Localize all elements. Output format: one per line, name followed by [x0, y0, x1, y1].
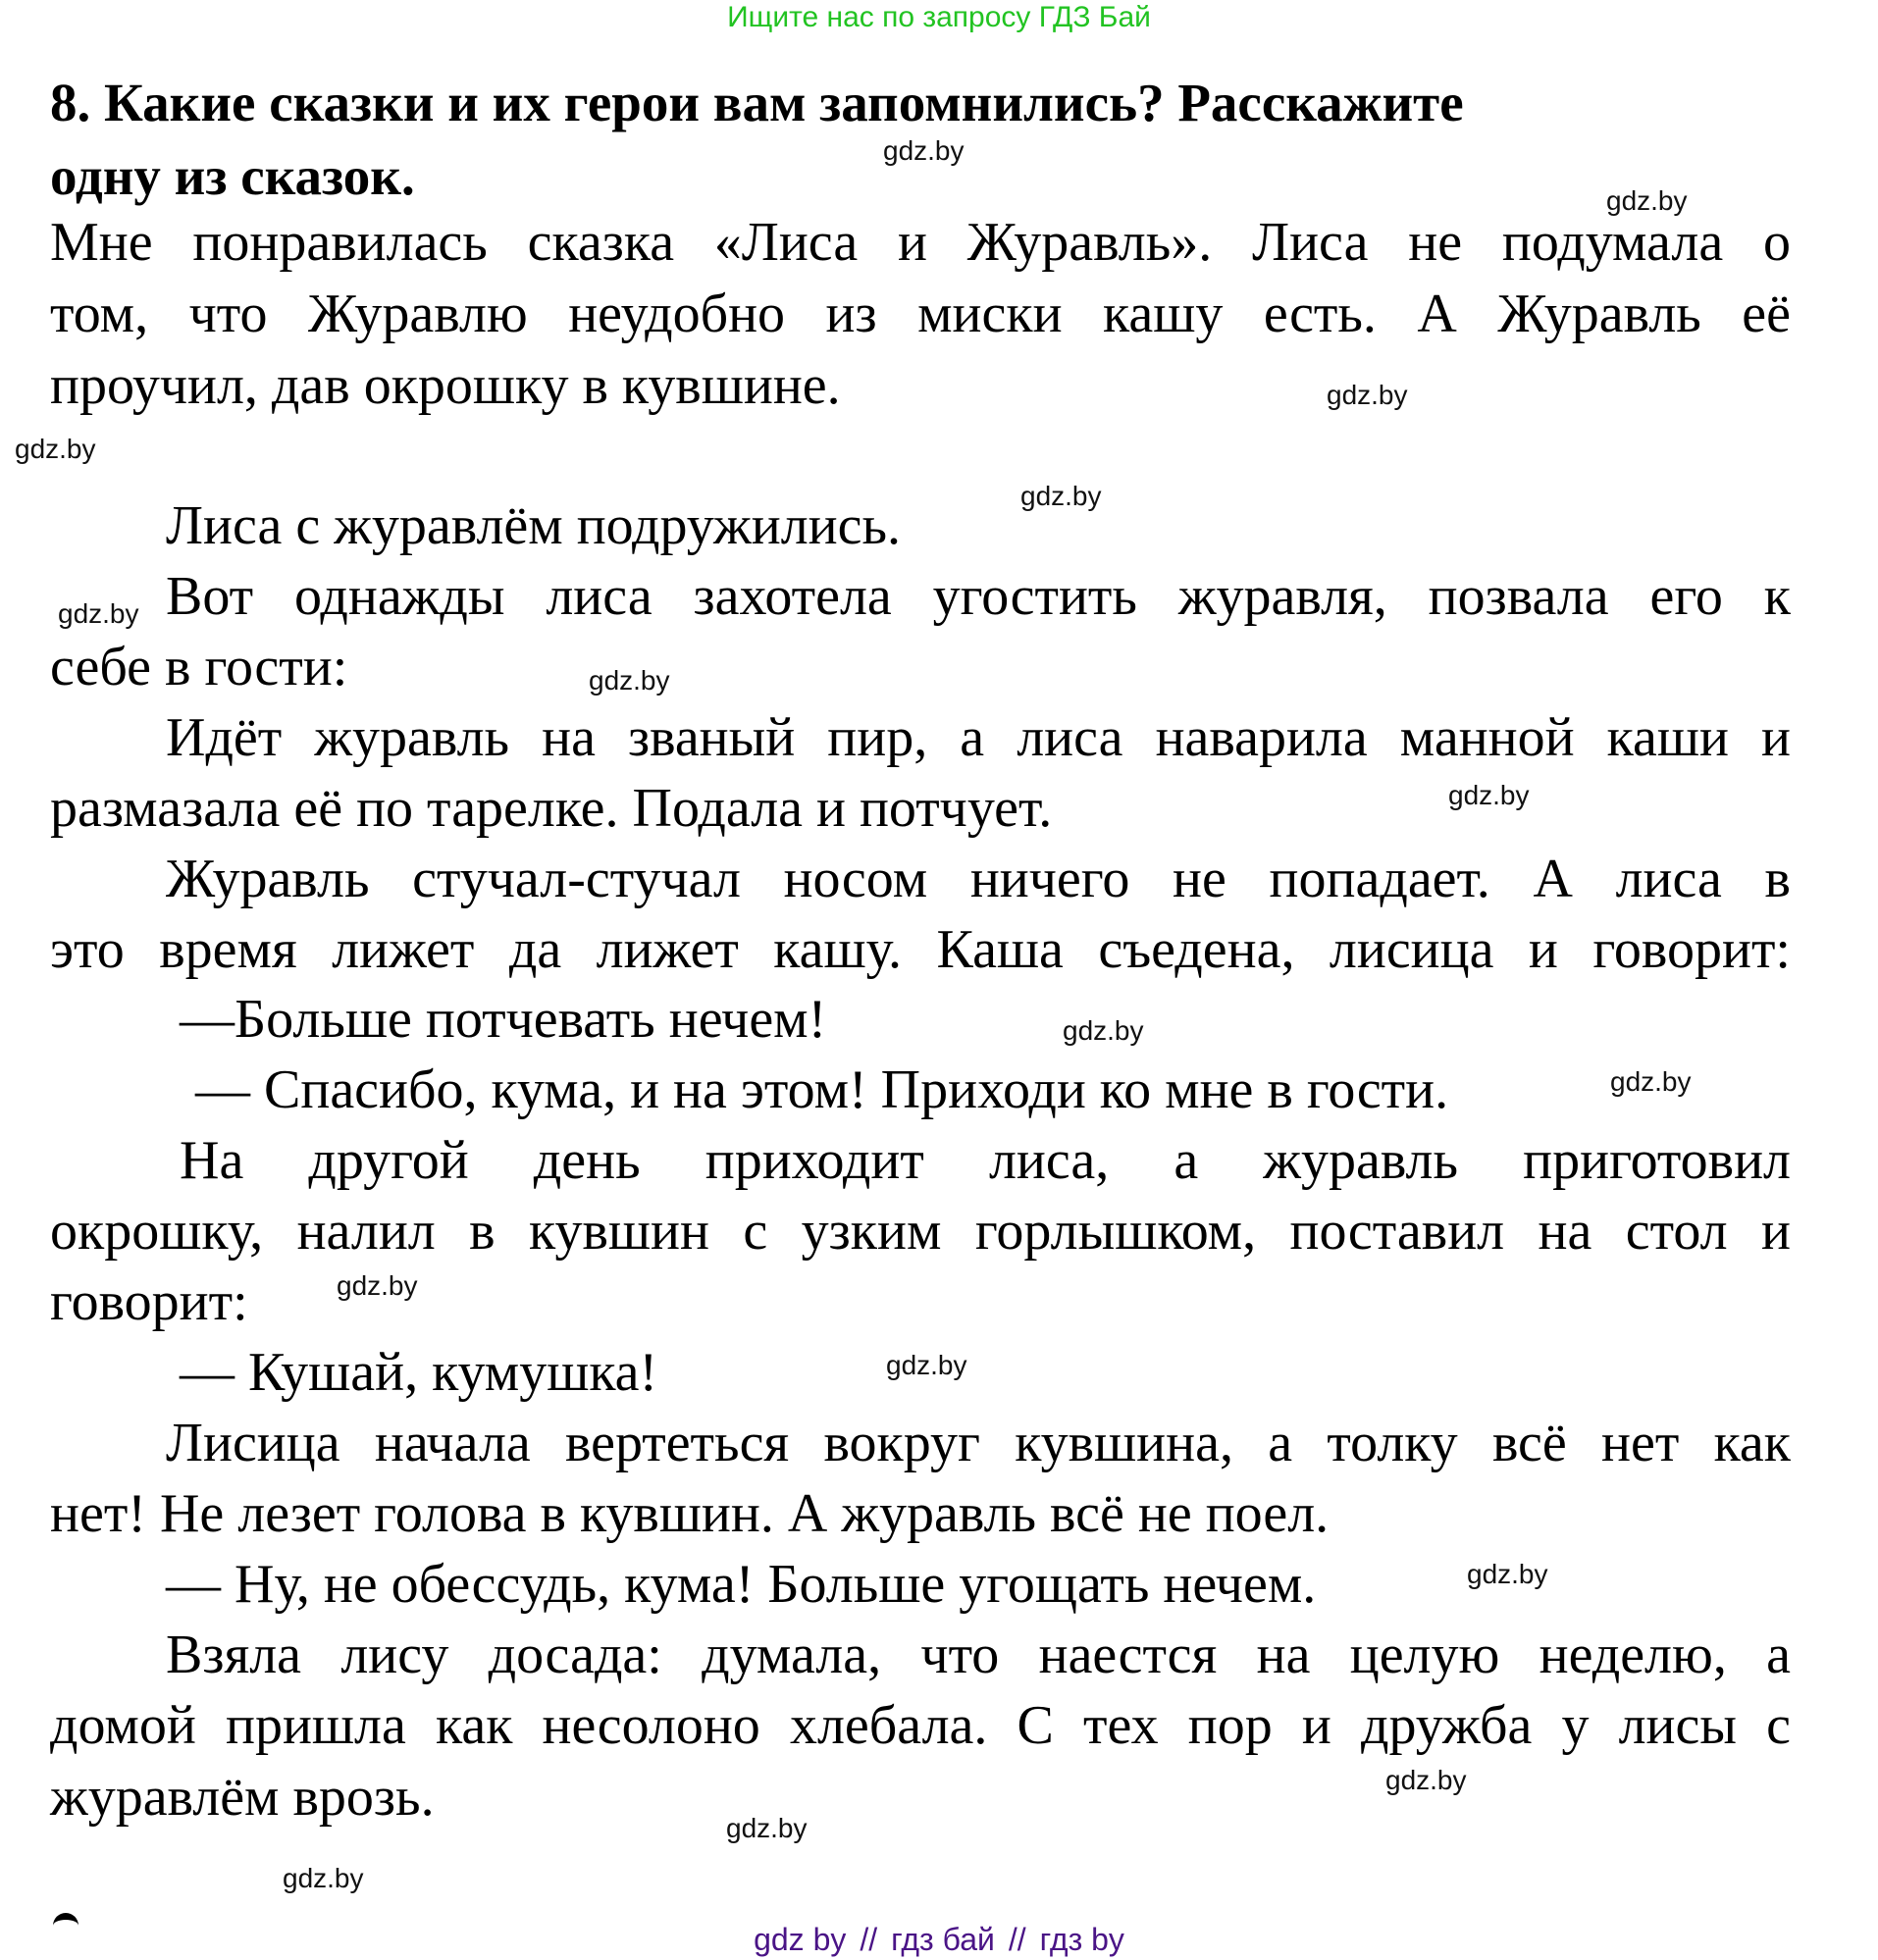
story-line: нет! Не лезет голова в кувшин. А журавль всё не поел.	[50, 1483, 1330, 1544]
watermark: gdz.by	[1020, 481, 1102, 511]
watermark: gdz.by	[1063, 1015, 1144, 1046]
watermark: gdz.by	[58, 598, 139, 629]
footer-part: гдз by	[1039, 1922, 1124, 1957]
story-line: домой пришла как несолоно хлебала. С тех пор и дружба у лисы с	[50, 1695, 1791, 1756]
question-heading-line-2: одну из сказок.	[50, 146, 415, 206]
footer-part: гдз бай	[891, 1922, 995, 1957]
footer-separator: //	[860, 1922, 878, 1957]
story-line: размазала её по тарелке. Подала и потчует.	[50, 778, 1053, 839]
watermark: gdz.by	[283, 1863, 364, 1893]
answer-line-1: Мне понравилась сказка «Лиса и Журавль». Лиса не подумала о	[50, 212, 1791, 273]
story-line: На другой день приходит лиса, а журавль приготовил	[180, 1130, 1791, 1191]
watermark: gdz.by	[337, 1270, 418, 1301]
story-line: себе в гости:	[50, 637, 348, 697]
watermark: gdz.by	[883, 135, 965, 166]
watermark: gdz.by	[886, 1350, 967, 1380]
footer-part: gdz by	[754, 1922, 847, 1957]
watermark: gdz.by	[1467, 1559, 1548, 1589]
footer-separator: //	[1008, 1922, 1026, 1957]
story-dialogue-line: — Ну, не обессудь, кума! Больше угощать нечем.	[166, 1554, 1317, 1615]
story-dialogue-line: — Кушай, кумушка!	[180, 1342, 658, 1403]
story-line: это время лижет да лижет кашу. Каша съедена, лисица и говорит:	[50, 919, 1791, 980]
site-footer-banner	[0, 1920, 1878, 1959]
watermark: gdz.by	[1606, 185, 1688, 216]
story-line: Лиса с журавлём подружились.	[166, 495, 902, 556]
story-line: Вот однажды лиса захотела угостить журавля, позвала его к	[166, 566, 1791, 627]
watermark: gdz.by	[1327, 380, 1408, 410]
story-line: журавлём врозь.	[50, 1767, 435, 1828]
story-line: Взяла лису досада: думала, что наестся на целую неделю, а	[166, 1625, 1791, 1685]
watermark: gdz.by	[15, 434, 96, 464]
watermark: gdz.by	[1385, 1765, 1467, 1795]
story-dialogue-line: —Больше потчевать нечем!	[180, 989, 827, 1050]
watermark: gdz.by	[1610, 1066, 1692, 1097]
answer-line-2: том, что Журавлю неудобно из миски кашу есть. А Журавль её	[50, 284, 1791, 344]
story-line: Лисица начала вертеться вокруг кувшина, а толку всё нет как	[166, 1413, 1791, 1473]
search-banner: Ищите нас по запросу ГДЗ Бай	[727, 1, 1151, 33]
story-line: окрошку, налил в кувшин с узким горлышком, поставил на стол и	[50, 1201, 1791, 1262]
watermark: gdz.by	[1448, 780, 1530, 810]
watermark: gdz.by	[589, 665, 670, 696]
question-heading-line-1: 8. Какие сказки и их герои вам запомнились? Расскажите	[50, 73, 1464, 132]
story-line: говорит:	[50, 1271, 248, 1332]
story-line: Идёт журавль на званый пир, а лиса наварила манной каши и	[166, 707, 1791, 768]
story-dialogue-line: — Спасибо, кума, и на этом! Приходи ко мне в гости.	[195, 1059, 1449, 1120]
story-line: Журавль стучал-стучал носом ничего не попадает. А лиса в	[166, 849, 1791, 909]
watermark: gdz.by	[726, 1813, 808, 1843]
answer-line-3: проучил, дав окрошку в кувшине.	[50, 355, 841, 416]
